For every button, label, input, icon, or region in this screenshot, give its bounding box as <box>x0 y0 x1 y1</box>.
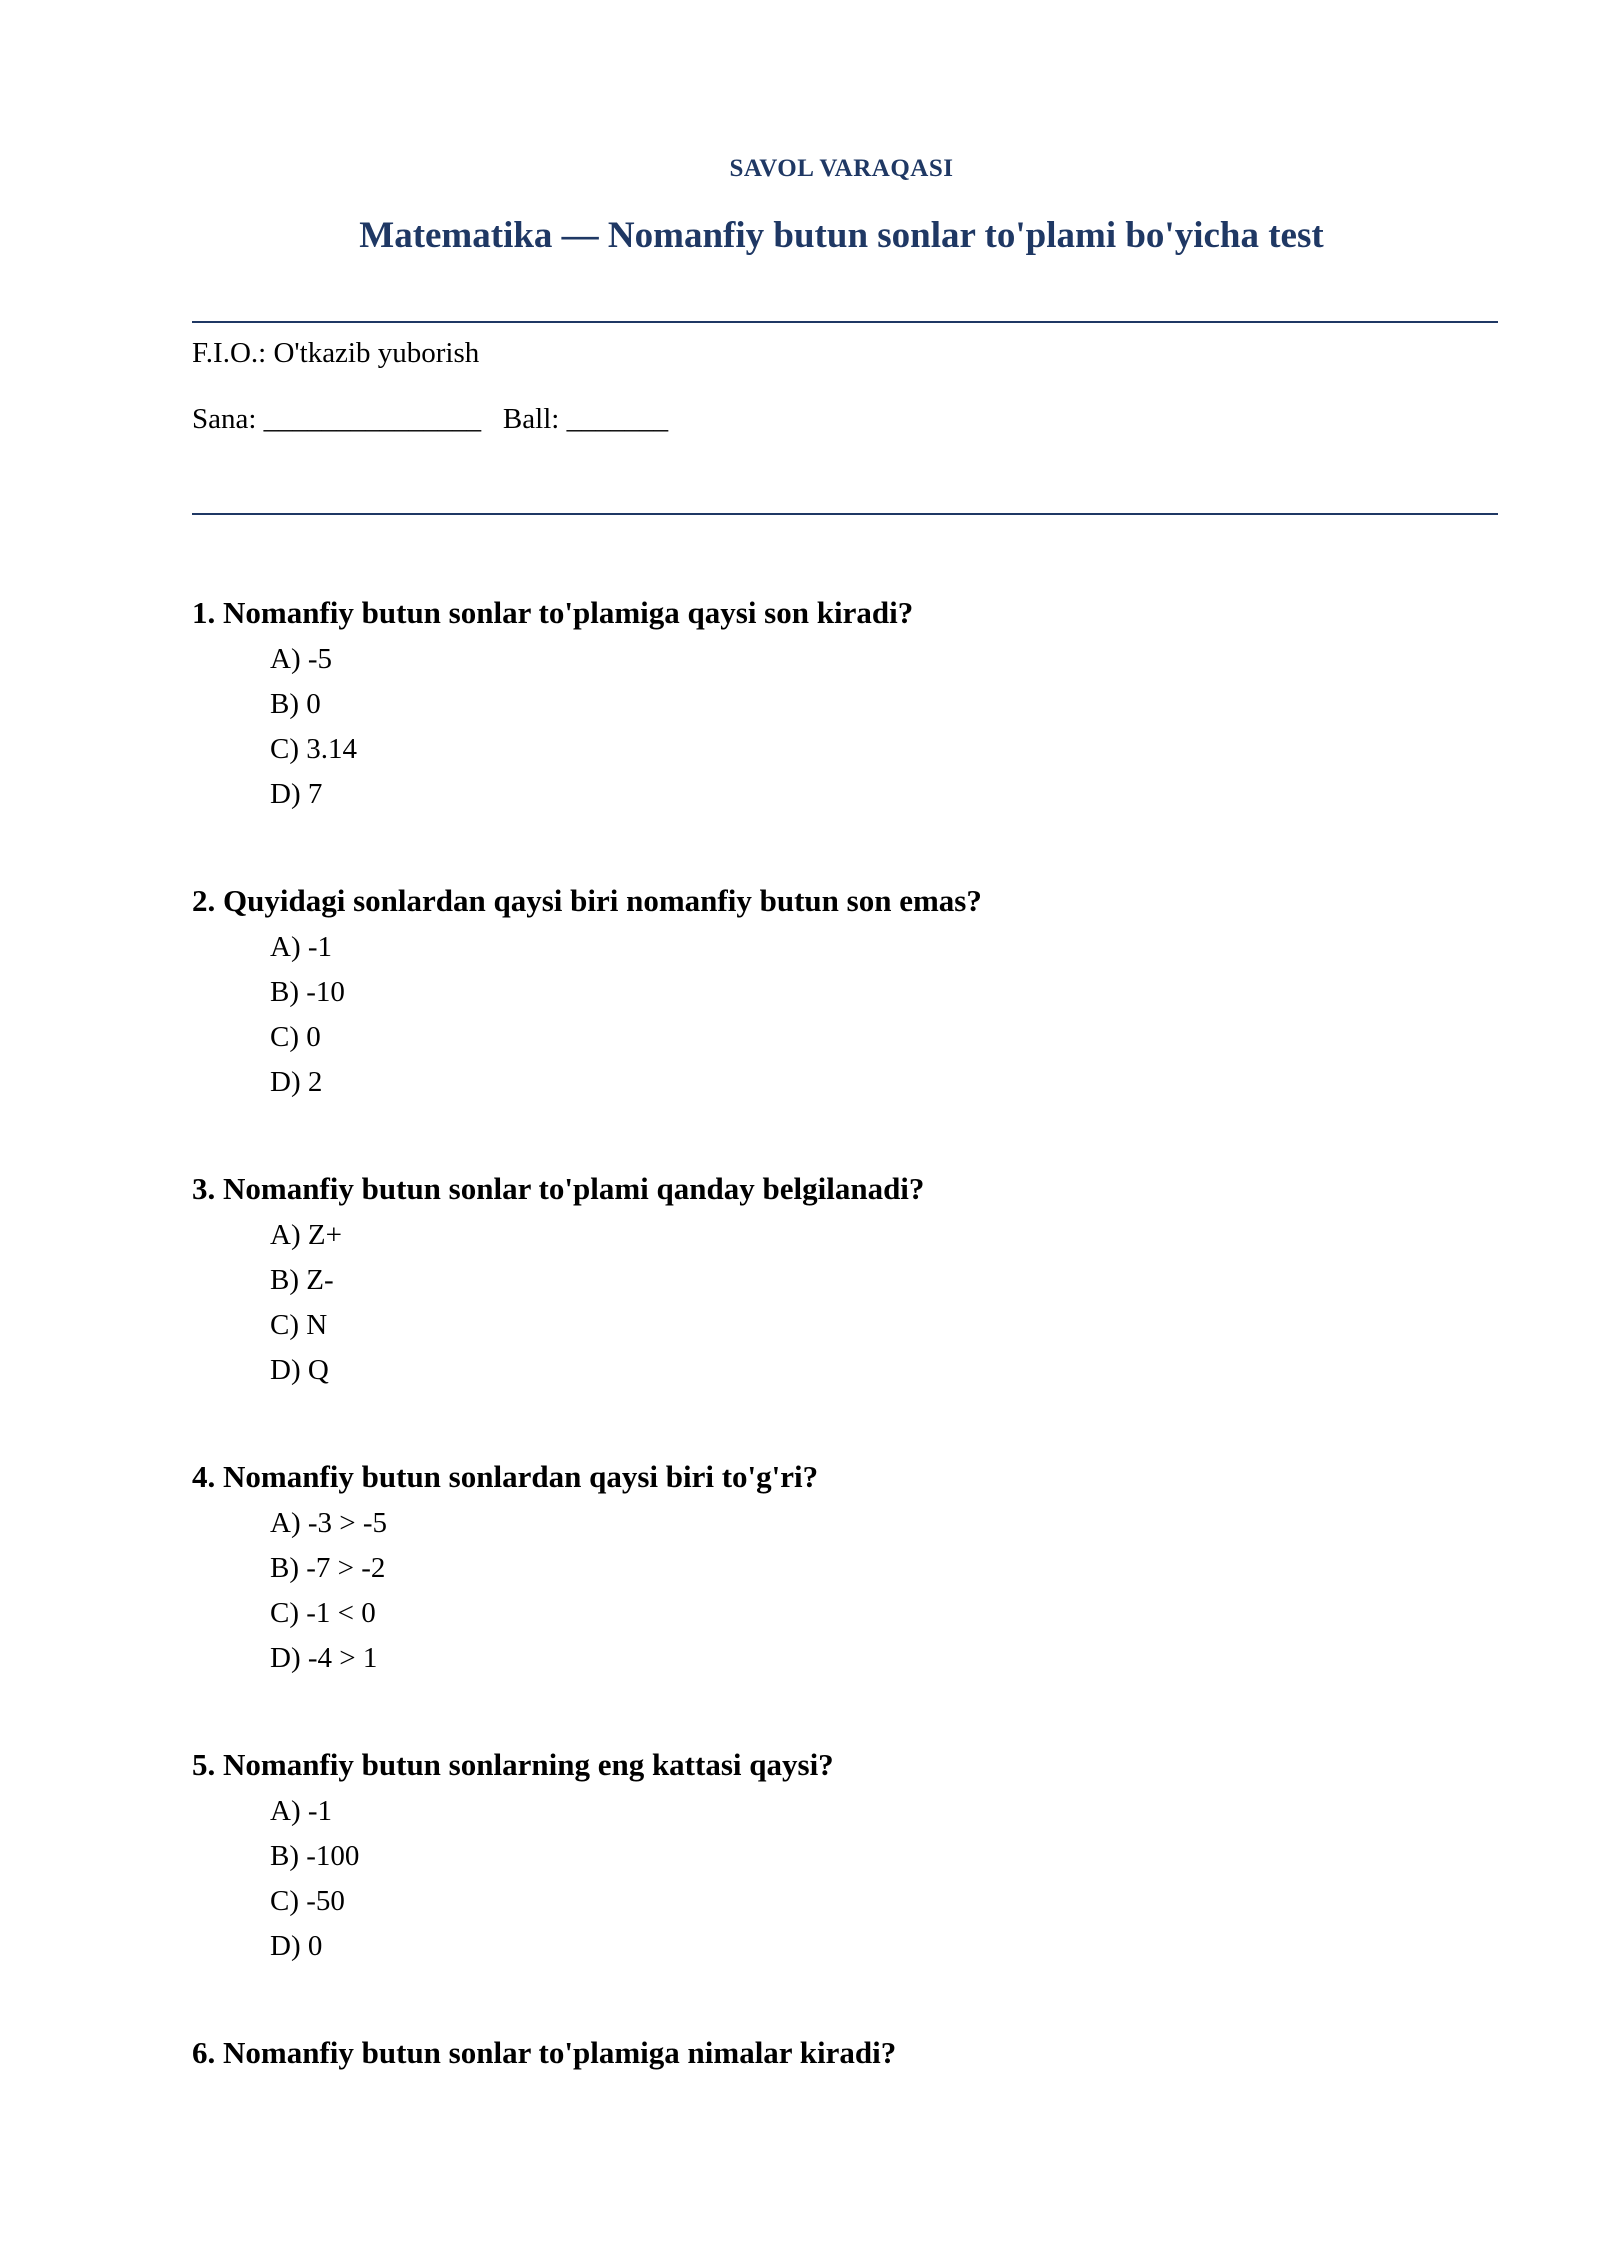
question-6 <box>192 2035 1498 2083</box>
question-text: 2. Quyidagi sonlardan qaysi biri nomanfiy butun son emas? <box>192 883 982 918</box>
answer-option-b: B) -100 <box>270 1840 360 1872</box>
answer-option-d: D) 7 <box>270 778 323 810</box>
question-text: 6. Nomanfiy butun sonlar to'plamiga nimalar kiradi? <box>192 2035 897 2070</box>
answer-option-d: D) -4 > 1 <box>270 1642 378 1674</box>
question-5 <box>192 1747 1498 1975</box>
date-score-line: Sana: _______________ Ball: _______ <box>192 403 669 435</box>
header-divider-top <box>192 321 1498 323</box>
answer-option-b: B) -7 > -2 <box>270 1552 386 1584</box>
question-3 <box>192 1171 1498 1399</box>
answer-option-a: A) -3 > -5 <box>270 1507 388 1539</box>
question-1 <box>192 595 1498 823</box>
answer-option-c: C) -1 < 0 <box>270 1597 376 1629</box>
question-text: 3. Nomanfiy butun sonlar to'plami qanday belgilanadi? <box>192 1171 925 1206</box>
sheet-label: SAVOL VARAQASI <box>729 155 954 182</box>
question-text: 4. Nomanfiy butun sonlardan qaysi biri to'g'ri? <box>192 1459 819 1494</box>
answer-option-c: C) N <box>270 1309 328 1341</box>
answer-option-b: B) Z- <box>270 1264 334 1296</box>
answer-option-c: C) 3.14 <box>270 733 357 765</box>
answer-option-b: B) 0 <box>270 688 321 720</box>
question-4 <box>192 1459 1498 1687</box>
answer-option-a: A) -1 <box>270 1795 333 1827</box>
answer-option-a: A) Z+ <box>270 1219 342 1251</box>
question-text: 1. Nomanfiy butun sonlar to'plamiga qaysi son kiradi? <box>192 595 914 630</box>
question-text: 5. Nomanfiy butun sonlarning eng kattasi qaysi? <box>192 1747 834 1782</box>
page-title: Matematika — Nomanfiy butun sonlar to'plami bo'yicha test <box>359 215 1324 256</box>
student-name-line: F.I.O.: O'tkazib yuborish <box>192 337 480 369</box>
answer-option-c: C) 0 <box>270 1021 321 1053</box>
answer-option-a: A) -1 <box>270 931 333 963</box>
answer-option-a: A) -5 <box>270 643 333 675</box>
answer-option-d: D) 2 <box>270 1066 323 1098</box>
answer-option-d: D) Q <box>270 1354 329 1386</box>
answer-option-c: C) -50 <box>270 1885 345 1917</box>
header-divider-bottom <box>192 513 1498 515</box>
question-2 <box>192 883 1498 1111</box>
answer-option-d: D) 0 <box>270 1930 323 1962</box>
answer-option-b: B) -10 <box>270 976 345 1008</box>
